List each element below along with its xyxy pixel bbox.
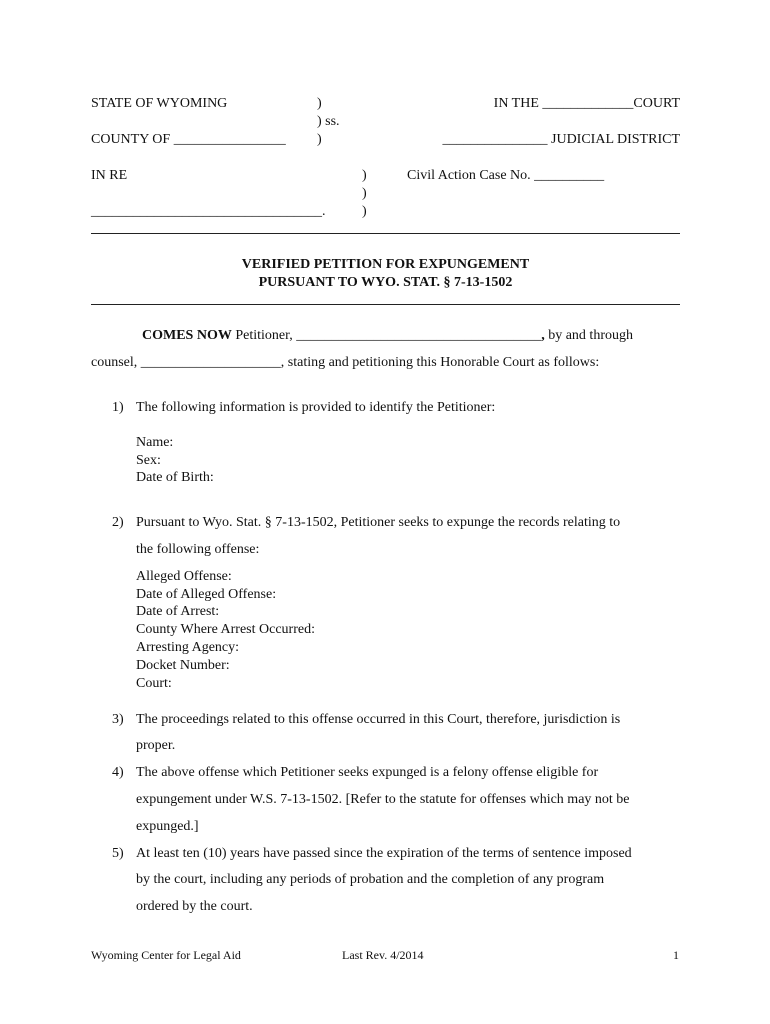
item-number: 5) (112, 846, 124, 861)
item-number: 2) (112, 515, 124, 530)
item-text: expungement under W.S. 7-13-1502. [Refer to the statute for offenses which may not be (136, 792, 630, 807)
field-court: Court: (136, 676, 172, 691)
item-text: At least ten (10) years have passed since the expiration of the terms of sentence imposed (136, 846, 632, 861)
in-re-label: IN RE (91, 168, 128, 183)
caption-paren: ) (362, 204, 367, 219)
title-divider (91, 304, 680, 305)
item-text: proper. (136, 738, 176, 753)
intro-comma: , (541, 328, 545, 343)
comes-now-heading: COMES NOW (142, 328, 232, 343)
caption-paren: ) (362, 168, 367, 183)
item-text: the following offense: (136, 542, 260, 557)
caption-paren: ) (317, 132, 322, 147)
field-date-of-birth: Date of Birth: (136, 470, 214, 485)
field-date-of-alleged-offense: Date of Alleged Offense: (136, 587, 277, 602)
county-label: COUNTY OF ________________ (91, 132, 286, 147)
caption-paren: ) (317, 96, 322, 111)
field-arresting-agency: Arresting Agency: (136, 640, 240, 655)
footer-revision: Last Rev. 4/2014 (342, 948, 424, 962)
item-number: 1) (112, 400, 124, 415)
item-text: The above offense which Petitioner seeks expunged is a felony offense eligible for (136, 765, 599, 780)
judicial-district-label: _______________ JUDICIAL DISTRICT (442, 132, 680, 147)
party-name-line: _________________________________. (91, 204, 326, 219)
case-number-label: Civil Action Case No. __________ (407, 168, 605, 183)
document-subtitle: PURSUANT TO WYO. STAT. § 7-13-1502 (258, 275, 513, 290)
item-text: expunged.] (136, 819, 199, 834)
item-text: by the court, including any periods of probation and the completion of any program (136, 872, 605, 887)
petitioner-blank: Petitioner, ___________________________________ (231, 328, 542, 343)
field-date-of-arrest: Date of Arrest: (136, 604, 220, 619)
item-number: 4) (112, 765, 124, 780)
item-text: The following information is provided to identify the Petitioner: (136, 400, 496, 415)
item-text: Pursuant to Wyo. Stat. § 7-13-1502, Petitioner seeks to expunge the records relating to (136, 515, 621, 530)
court-label: IN THE _____________COURT (493, 96, 680, 111)
field-alleged-offense: Alleged Offense: (136, 569, 232, 584)
page-number: 1 (673, 948, 679, 962)
caption-ss: ) ss. (317, 114, 340, 129)
item-text: ordered by the court. (136, 899, 253, 914)
field-sex: Sex: (136, 453, 161, 468)
intro-line-1 (142, 327, 633, 344)
field-docket-number: Docket Number: (136, 658, 230, 673)
intro-line-2: counsel, ____________________, stating and petitioning this Honorable Court as follows: (91, 355, 600, 370)
item-number: 3) (112, 712, 124, 727)
footer-organization: Wyoming Center for Legal Aid (91, 948, 241, 962)
document-title: VERIFIED PETITION FOR EXPUNGEMENT (241, 257, 530, 272)
intro-by-through: by and through (544, 328, 633, 343)
field-county-of-arrest: County Where Arrest Occurred: (136, 622, 315, 637)
state-label: STATE OF WYOMING (91, 96, 228, 111)
item-text: The proceedings related to this offense occurred in this Court, therefore, jurisdiction is (136, 712, 621, 727)
caption-divider (91, 233, 680, 234)
field-name: Name: (136, 435, 174, 450)
caption-paren: ) (362, 186, 367, 201)
